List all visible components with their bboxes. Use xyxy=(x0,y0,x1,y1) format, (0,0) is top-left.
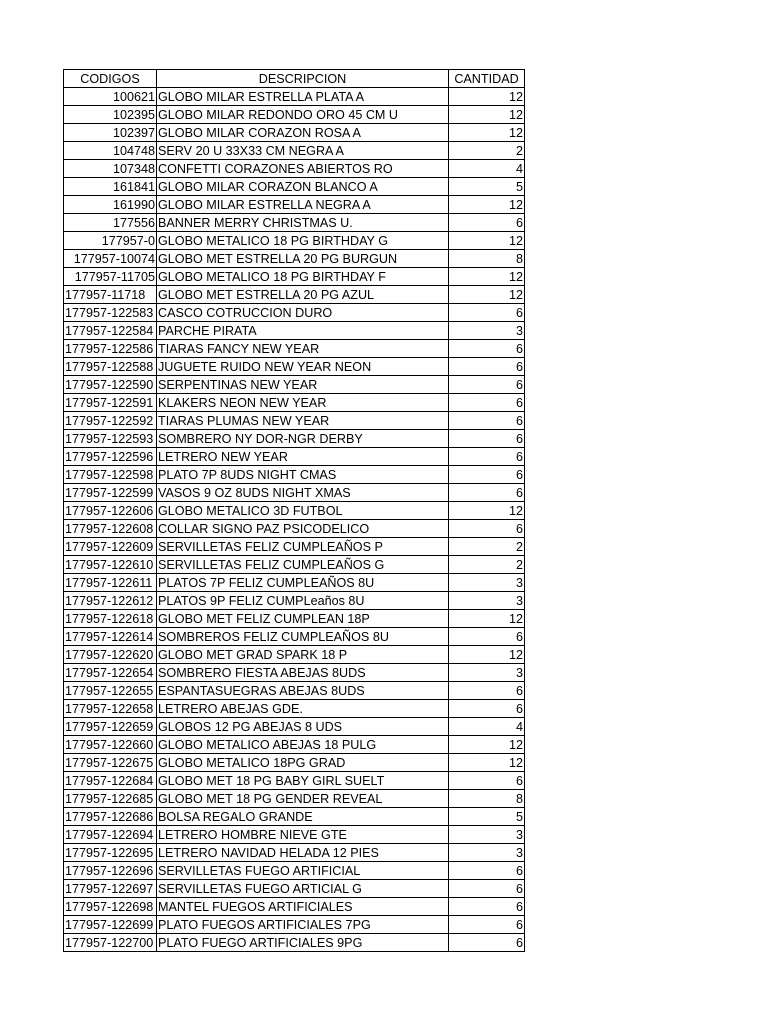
cell-quantity: 12 xyxy=(449,754,525,772)
cell-code: 177957-122660 xyxy=(64,736,157,754)
cell-description: GLOBO METALICO 18 PG BIRTHDAY G xyxy=(157,232,449,250)
table-row xyxy=(64,466,525,484)
cell-description: LETRERO ABEJAS GDE. xyxy=(157,700,449,718)
cell-code: 177957-122586 xyxy=(64,340,157,358)
cell-code: 177957-122675 xyxy=(64,754,157,772)
table-row xyxy=(64,322,525,340)
cell-code: 177957-122620 xyxy=(64,646,157,664)
cell-quantity: 3 xyxy=(449,844,525,862)
cell-description: JUGUETE RUIDO NEW YEAR NEON xyxy=(157,358,449,376)
cell-description: TIARAS FANCY NEW YEAR xyxy=(157,340,449,358)
cell-quantity: 12 xyxy=(449,232,525,250)
cell-description: CONFETTI CORAZONES ABIERTOS RO xyxy=(157,160,449,178)
cell-code: 177957-122606 xyxy=(64,502,157,520)
cell-quantity: 6 xyxy=(449,898,525,916)
table-row xyxy=(64,88,525,106)
table-row xyxy=(64,538,525,556)
header-descripcion: DESCRIPCION xyxy=(157,70,449,88)
cell-quantity: 12 xyxy=(449,124,525,142)
table-row xyxy=(64,124,525,142)
cell-description: GLOBO MET ESTRELLA 20 PG BURGUN xyxy=(157,250,449,268)
table-row xyxy=(64,610,525,628)
cell-description: GLOBOS 12 PG ABEJAS 8 UDS xyxy=(157,718,449,736)
table-row xyxy=(64,232,525,250)
table-row xyxy=(64,682,525,700)
cell-quantity: 6 xyxy=(449,412,525,430)
cell-description: VASOS 9 OZ 8UDS NIGHT XMAS xyxy=(157,484,449,502)
cell-quantity: 6 xyxy=(449,484,525,502)
table-row xyxy=(64,286,525,304)
cell-code: 177957-11718 xyxy=(64,286,157,304)
cell-code: 177556 xyxy=(64,214,157,232)
table-row xyxy=(64,556,525,574)
cell-description: SERVILLETAS FUEGO ARTICIAL G xyxy=(157,880,449,898)
table-row xyxy=(64,502,525,520)
table-row xyxy=(64,700,525,718)
cell-code: 177957-122608 xyxy=(64,520,157,538)
table-row xyxy=(64,358,525,376)
table-row xyxy=(64,790,525,808)
cell-description: GLOBO MILAR CORAZON ROSA A xyxy=(157,124,449,142)
cell-description: GLOBO MET 18 PG GENDER REVEAL xyxy=(157,790,449,808)
cell-quantity: 8 xyxy=(449,250,525,268)
cell-description: GLOBO METALICO 3D FUTBOL xyxy=(157,502,449,520)
cell-description: PLATO FUEGOS ARTIFICIALES 7PG xyxy=(157,916,449,934)
cell-description: SERVILLETAS FUEGO ARTIFICIAL xyxy=(157,862,449,880)
cell-quantity: 6 xyxy=(449,700,525,718)
cell-quantity: 12 xyxy=(449,610,525,628)
cell-description: SOMBRERO NY DOR-NGR DERBY xyxy=(157,430,449,448)
table-row xyxy=(64,430,525,448)
header-codigos: CODIGOS xyxy=(64,70,157,88)
cell-description: LETRERO NAVIDAD HELADA 12 PIES xyxy=(157,844,449,862)
table-row xyxy=(64,268,525,286)
cell-code: 107348 xyxy=(64,160,157,178)
table-row xyxy=(64,574,525,592)
cell-code: 177957-122590 xyxy=(64,376,157,394)
cell-description: PLATO FUEGO ARTIFICIALES 9PG xyxy=(157,934,449,952)
cell-code: 100621 xyxy=(64,88,157,106)
cell-description: SERPENTINAS NEW YEAR xyxy=(157,376,449,394)
cell-code: 177957-122659 xyxy=(64,718,157,736)
cell-code: 177957-122591 xyxy=(64,394,157,412)
cell-quantity: 3 xyxy=(449,592,525,610)
cell-quantity: 2 xyxy=(449,538,525,556)
cell-code: 177957-10074 xyxy=(64,250,157,268)
cell-quantity: 6 xyxy=(449,448,525,466)
cell-code: 177957-122592 xyxy=(64,412,157,430)
table-row xyxy=(64,376,525,394)
cell-description: ESPANTASUEGRAS ABEJAS 8UDS xyxy=(157,682,449,700)
cell-quantity: 6 xyxy=(449,520,525,538)
cell-quantity: 6 xyxy=(449,880,525,898)
cell-quantity: 6 xyxy=(449,772,525,790)
cell-description: SERV 20 U 33X33 CM NEGRA A xyxy=(157,142,449,160)
cell-description: GLOBO METALICO ABEJAS 18 PULG xyxy=(157,736,449,754)
cell-description: PLATOS 7P FELIZ CUMPLEAÑOS 8U xyxy=(157,574,449,592)
table-row xyxy=(64,664,525,682)
table-row xyxy=(64,916,525,934)
cell-description: LETRERO HOMBRE NIEVE GTE xyxy=(157,826,449,844)
cell-quantity: 12 xyxy=(449,286,525,304)
cell-quantity: 6 xyxy=(449,862,525,880)
cell-code: 177957-122694 xyxy=(64,826,157,844)
cell-code: 177957-122658 xyxy=(64,700,157,718)
cell-description: GLOBO MILAR CORAZON BLANCO A xyxy=(157,178,449,196)
table-row xyxy=(64,214,525,232)
cell-code: 177957-122584 xyxy=(64,322,157,340)
cell-code: 177957-122593 xyxy=(64,430,157,448)
cell-quantity: 6 xyxy=(449,358,525,376)
cell-description: MANTEL FUEGOS ARTIFICIALES xyxy=(157,898,449,916)
cell-description: CASCO COTRUCCION DURO xyxy=(157,304,449,322)
cell-description: GLOBO MILAR REDONDO ORO 45 CM U xyxy=(157,106,449,124)
cell-quantity: 12 xyxy=(449,646,525,664)
cell-description: TIARAS PLUMAS NEW YEAR xyxy=(157,412,449,430)
cell-code: 177957-122699 xyxy=(64,916,157,934)
cell-code: 177957-122596 xyxy=(64,448,157,466)
cell-description: GLOBO MILAR ESTRELLA NEGRA A xyxy=(157,196,449,214)
cell-code: 177957-122609 xyxy=(64,538,157,556)
cell-code: 177957-122695 xyxy=(64,844,157,862)
table-row xyxy=(64,844,525,862)
table-row xyxy=(64,520,525,538)
spreadsheet xyxy=(63,69,525,952)
cell-code: 177957-122700 xyxy=(64,934,157,952)
table-row xyxy=(64,160,525,178)
cell-description: PARCHE PIRATA xyxy=(157,322,449,340)
cell-quantity: 6 xyxy=(449,340,525,358)
cell-quantity: 6 xyxy=(449,682,525,700)
cell-quantity: 6 xyxy=(449,430,525,448)
table-row xyxy=(64,826,525,844)
cell-code: 177957-122685 xyxy=(64,790,157,808)
cell-code: 177957-122697 xyxy=(64,880,157,898)
table-row xyxy=(64,304,525,322)
cell-description: BOLSA REGALO GRANDE xyxy=(157,808,449,826)
table-row xyxy=(64,934,525,952)
table-row xyxy=(64,412,525,430)
cell-quantity: 12 xyxy=(449,106,525,124)
cell-description: GLOBO METALICO 18PG GRAD xyxy=(157,754,449,772)
table-row xyxy=(64,592,525,610)
cell-code: 177957-122696 xyxy=(64,862,157,880)
cell-quantity: 12 xyxy=(449,736,525,754)
cell-code: 177957-122588 xyxy=(64,358,157,376)
table-row xyxy=(64,484,525,502)
cell-quantity: 12 xyxy=(449,88,525,106)
cell-description: SOMBREROS FELIZ CUMPLEAÑOS 8U xyxy=(157,628,449,646)
cell-code: 177957-0 xyxy=(64,232,157,250)
cell-quantity: 6 xyxy=(449,628,525,646)
cell-quantity: 4 xyxy=(449,718,525,736)
table-row xyxy=(64,754,525,772)
table-row xyxy=(64,250,525,268)
cell-code: 177957-122655 xyxy=(64,682,157,700)
cell-code: 177957-122614 xyxy=(64,628,157,646)
cell-quantity: 2 xyxy=(449,142,525,160)
cell-description: LETRERO NEW YEAR xyxy=(157,448,449,466)
cell-code: 177957-122698 xyxy=(64,898,157,916)
cell-description: SERVILLETAS FELIZ CUMPLEAÑOS G xyxy=(157,556,449,574)
table-row xyxy=(64,106,525,124)
cell-description: GLOBO MET GRAD SPARK 18 P xyxy=(157,646,449,664)
cell-quantity: 3 xyxy=(449,664,525,682)
cell-description: GLOBO MET 18 PG BABY GIRL SUELT xyxy=(157,772,449,790)
cell-code: 177957-122686 xyxy=(64,808,157,826)
cell-code: 102397 xyxy=(64,124,157,142)
table-row xyxy=(64,196,525,214)
cell-code: 177957-122612 xyxy=(64,592,157,610)
cell-description: GLOBO MILAR ESTRELLA PLATA A xyxy=(157,88,449,106)
cell-code: 102395 xyxy=(64,106,157,124)
cell-quantity: 5 xyxy=(449,178,525,196)
cell-code: 177957-122611 xyxy=(64,574,157,592)
header-cantidad: CANTIDAD xyxy=(449,70,525,88)
cell-description: SERVILLETAS FELIZ CUMPLEAÑOS P xyxy=(157,538,449,556)
table-row xyxy=(64,646,525,664)
table-row xyxy=(64,340,525,358)
cell-code: 177957-122618 xyxy=(64,610,157,628)
cell-code: 177957-122684 xyxy=(64,772,157,790)
table-row xyxy=(64,880,525,898)
cell-code: 161841 xyxy=(64,178,157,196)
table-row xyxy=(64,808,525,826)
cell-description: GLOBO METALICO 18 PG BIRTHDAY F xyxy=(157,268,449,286)
cell-description: PLATO 7P 8UDS NIGHT CMAS xyxy=(157,466,449,484)
cell-quantity: 6 xyxy=(449,466,525,484)
cell-quantity: 3 xyxy=(449,826,525,844)
table-row xyxy=(64,394,525,412)
cell-description: BANNER MERRY CHRISTMAS U. xyxy=(157,214,449,232)
table-row xyxy=(64,142,525,160)
cell-quantity: 6 xyxy=(449,304,525,322)
table-row xyxy=(64,178,525,196)
cell-quantity: 3 xyxy=(449,322,525,340)
header-row xyxy=(64,70,525,88)
cell-code: 177957-122598 xyxy=(64,466,157,484)
table-row xyxy=(64,628,525,646)
cell-description: SOMBRERO FIESTA ABEJAS 8UDS xyxy=(157,664,449,682)
table-row xyxy=(64,736,525,754)
table-row xyxy=(64,718,525,736)
cell-quantity: 12 xyxy=(449,502,525,520)
cell-description: GLOBO MET FELIZ CUMPLEAN 18P xyxy=(157,610,449,628)
cell-code: 161990 xyxy=(64,196,157,214)
cell-quantity: 6 xyxy=(449,916,525,934)
cell-quantity: 3 xyxy=(449,574,525,592)
table-row xyxy=(64,862,525,880)
table-header xyxy=(64,70,525,88)
cell-quantity: 6 xyxy=(449,376,525,394)
cell-code: 177957-122654 xyxy=(64,664,157,682)
cell-code: 177957-122583 xyxy=(64,304,157,322)
cell-description: KLAKERS NEON NEW YEAR xyxy=(157,394,449,412)
cell-description: PLATOS 9P FELIZ CUMPLeaños 8U xyxy=(157,592,449,610)
cell-quantity: 5 xyxy=(449,808,525,826)
cell-quantity: 6 xyxy=(449,934,525,952)
cell-code: 177957-122599 xyxy=(64,484,157,502)
table-row xyxy=(64,898,525,916)
cell-code: 177957-122610 xyxy=(64,556,157,574)
table-row xyxy=(64,772,525,790)
cell-quantity: 2 xyxy=(449,556,525,574)
cell-quantity: 12 xyxy=(449,196,525,214)
cell-quantity: 8 xyxy=(449,790,525,808)
cell-quantity: 6 xyxy=(449,394,525,412)
cell-quantity: 6 xyxy=(449,214,525,232)
inventory-table xyxy=(63,69,525,952)
cell-description: COLLAR SIGNO PAZ PSICODELICO xyxy=(157,520,449,538)
table-row xyxy=(64,448,525,466)
table-body xyxy=(64,88,525,952)
cell-description: GLOBO MET ESTRELLA 20 PG AZUL xyxy=(157,286,449,304)
cell-quantity: 4 xyxy=(449,160,525,178)
cell-quantity: 12 xyxy=(449,268,525,286)
cell-code: 104748 xyxy=(64,142,157,160)
cell-code: 177957-11705 xyxy=(64,268,157,286)
